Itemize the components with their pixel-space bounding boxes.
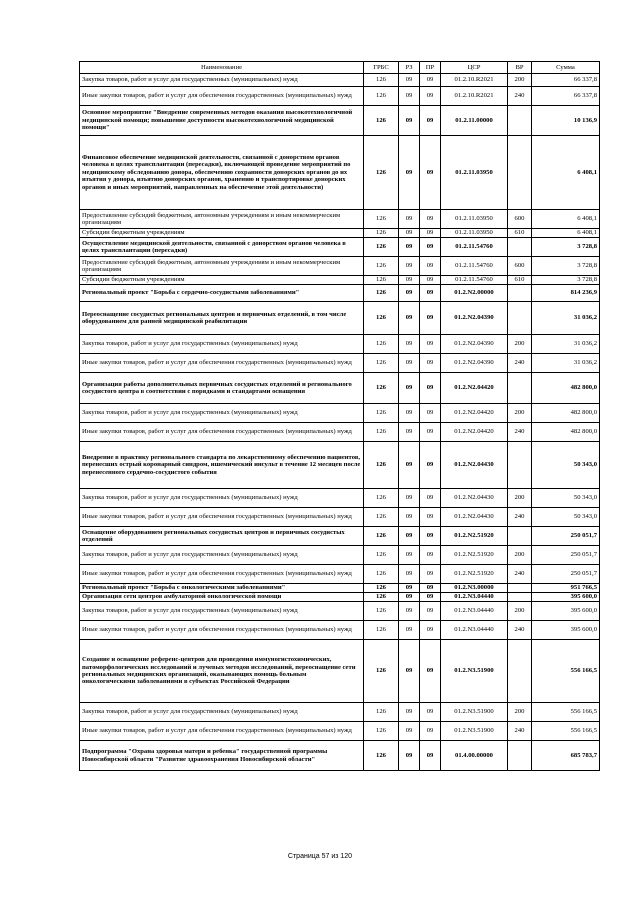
cell-rz: 09 xyxy=(399,640,420,703)
cell-vr xyxy=(508,741,532,771)
cell-pr: 09 xyxy=(420,285,441,302)
cell-vr: 200 xyxy=(508,703,532,722)
cell-name: Субсидии бюджетным учреждениям xyxy=(80,229,364,238)
table-body xyxy=(80,74,600,771)
budget-table xyxy=(79,61,600,771)
cell-sum: 951 766,5 xyxy=(532,584,600,593)
table-row xyxy=(80,565,600,584)
cell-name: Предоставление субсидий бюджетным, автономным учреждениям и иным некоммерческим организациям xyxy=(80,257,364,276)
cell-rz: 09 xyxy=(399,87,420,106)
cell-sum: 556 166,5 xyxy=(532,640,600,703)
cell-csr: 01.2.N3.00000 xyxy=(441,584,508,593)
cell-pr: 09 xyxy=(420,508,441,527)
cell-sum: 3 728,8 xyxy=(532,238,600,257)
cell-name: Региональный проект "Борьба с онкологическими заболеваниями" xyxy=(80,584,364,593)
table-row xyxy=(80,527,600,546)
cell-pr: 09 xyxy=(420,741,441,771)
cell-pr: 09 xyxy=(420,489,441,508)
cell-csr: 01.4.00.00000 xyxy=(441,741,508,771)
cell-pr: 09 xyxy=(420,354,441,373)
cell-name: Иные закупки товаров, работ и услуг для обеспечения государственных (муниципальных) нужд xyxy=(80,621,364,640)
header-pr: ПР xyxy=(420,62,441,74)
cell-csr: 01.2.11.54760 xyxy=(441,276,508,285)
cell-grbs: 126 xyxy=(364,508,399,527)
cell-name: Иные закупки товаров, работ и услуг для обеспечения государственных (муниципальных) нужд xyxy=(80,508,364,527)
cell-vr xyxy=(508,593,532,602)
cell-vr: 200 xyxy=(508,74,532,87)
cell-pr: 09 xyxy=(420,229,441,238)
cell-sum: 250 051,7 xyxy=(532,527,600,546)
table-row xyxy=(80,640,600,703)
cell-rz: 09 xyxy=(399,442,420,489)
cell-vr xyxy=(508,584,532,593)
cell-vr xyxy=(508,238,532,257)
header-name: Наименование xyxy=(80,62,364,74)
cell-grbs: 126 xyxy=(364,276,399,285)
cell-grbs: 126 xyxy=(364,489,399,508)
cell-name: Закупка товаров, работ и услуг для государственных (муниципальных) нужд xyxy=(80,703,364,722)
cell-grbs: 126 xyxy=(364,354,399,373)
cell-rz: 09 xyxy=(399,489,420,508)
cell-csr: 01.2.N2.51920 xyxy=(441,527,508,546)
cell-csr: 01.2.11.03950 xyxy=(441,210,508,229)
cell-grbs: 126 xyxy=(364,442,399,489)
cell-name: Закупка товаров, работ и услуг для государственных (муниципальных) нужд xyxy=(80,404,364,423)
header-rz: РЗ xyxy=(399,62,420,74)
cell-rz: 09 xyxy=(399,106,420,136)
cell-pr: 09 xyxy=(420,527,441,546)
table-row xyxy=(80,621,600,640)
cell-vr xyxy=(508,136,532,210)
cell-rz: 09 xyxy=(399,527,420,546)
cell-pr: 09 xyxy=(420,593,441,602)
cell-rz: 09 xyxy=(399,285,420,302)
cell-csr: 01.2.11.03950 xyxy=(441,229,508,238)
cell-csr: 01.2.11.00000 xyxy=(441,106,508,136)
cell-grbs: 126 xyxy=(364,584,399,593)
cell-vr: 240 xyxy=(508,87,532,106)
cell-rz: 09 xyxy=(399,404,420,423)
table-row xyxy=(80,404,600,423)
cell-vr: 200 xyxy=(508,404,532,423)
cell-vr xyxy=(508,285,532,302)
cell-vr: 610 xyxy=(508,276,532,285)
cell-name: Организация работы дополнительных первичных сосудистых отделений и регионального сосудистого центра в соответствии с порядками и стандартами оснащения xyxy=(80,373,364,404)
cell-name: Организация сети центров амбулаторной онкологической помощи xyxy=(80,593,364,602)
cell-sum: 50 343,0 xyxy=(532,442,600,489)
cell-csr: 01.2.10.R2021 xyxy=(441,74,508,87)
cell-name: Субсидии бюджетным учреждениям xyxy=(80,276,364,285)
cell-grbs: 126 xyxy=(364,602,399,621)
cell-rz: 09 xyxy=(399,703,420,722)
cell-rz: 09 xyxy=(399,546,420,565)
cell-grbs: 126 xyxy=(364,136,399,210)
cell-pr: 09 xyxy=(420,442,441,489)
cell-grbs: 126 xyxy=(364,302,399,335)
cell-rz: 09 xyxy=(399,335,420,354)
cell-sum: 556 166,5 xyxy=(532,722,600,741)
cell-pr: 09 xyxy=(420,565,441,584)
cell-pr: 09 xyxy=(420,621,441,640)
cell-rz: 09 xyxy=(399,229,420,238)
cell-sum: 66 337,8 xyxy=(532,87,600,106)
cell-vr: 200 xyxy=(508,546,532,565)
cell-grbs: 126 xyxy=(364,404,399,423)
cell-vr: 240 xyxy=(508,354,532,373)
cell-sum: 395 600,0 xyxy=(532,593,600,602)
cell-vr: 240 xyxy=(508,722,532,741)
cell-csr: 01.2.N2.04430 xyxy=(441,489,508,508)
table-row xyxy=(80,508,600,527)
cell-sum: 50 343,0 xyxy=(532,508,600,527)
cell-pr: 09 xyxy=(420,373,441,404)
cell-vr xyxy=(508,373,532,404)
cell-sum: 395 600,0 xyxy=(532,602,600,621)
cell-pr: 09 xyxy=(420,546,441,565)
cell-grbs: 126 xyxy=(364,285,399,302)
cell-name: Закупка товаров, работ и услуг для государственных (муниципальных) нужд xyxy=(80,489,364,508)
cell-grbs: 126 xyxy=(364,238,399,257)
cell-name: Финансовое обеспечение медицинской деятельности, связанной с донорством органов человека в целях трансплантации (пересадки), включающей проведение мероприятий по медицинскому обследованию донора, обеспечению сохранности донорских органов до их изъятия у донора, изъятию донорских органов, хранению и транспортировке донорских органов и иных мероприятий, направленных на обеспечение этой деятельности) xyxy=(80,136,364,210)
cell-csr: 01.2.N3.04440 xyxy=(441,602,508,621)
cell-rz: 09 xyxy=(399,276,420,285)
cell-rz: 09 xyxy=(399,74,420,87)
cell-vr: 200 xyxy=(508,489,532,508)
cell-name: Иные закупки товаров, работ и услуг для обеспечения государственных (муниципальных) нужд xyxy=(80,354,364,373)
table-row xyxy=(80,238,600,257)
cell-sum: 482 800,0 xyxy=(532,423,600,442)
cell-csr: 01.2.N2.04420 xyxy=(441,373,508,404)
cell-rz: 09 xyxy=(399,354,420,373)
cell-vr: 240 xyxy=(508,423,532,442)
cell-rz: 09 xyxy=(399,722,420,741)
cell-rz: 09 xyxy=(399,136,420,210)
cell-vr: 600 xyxy=(508,210,532,229)
table-row xyxy=(80,442,600,489)
cell-grbs: 126 xyxy=(364,229,399,238)
cell-name: Предоставление субсидий бюджетным, автономным учреждениям и иным некоммерческим организациям xyxy=(80,210,364,229)
cell-vr xyxy=(508,527,532,546)
table-row xyxy=(80,703,600,722)
cell-pr: 09 xyxy=(420,423,441,442)
table-row xyxy=(80,602,600,621)
cell-csr: 01.2.N2.04420 xyxy=(441,423,508,442)
cell-csr: 01.2.10.R2021 xyxy=(441,87,508,106)
cell-name: Внедрение в практику регионального стандарта по лекарственному обеспечению пациентов, перенесших острый коронарный синдром, ишемический инсульт в течение 12 месяцев после перенесенного сердечно-сосудистого события xyxy=(80,442,364,489)
cell-name: Иные закупки товаров, работ и услуг для обеспечения государственных (муниципальных) нужд xyxy=(80,565,364,584)
cell-rz: 09 xyxy=(399,741,420,771)
cell-rz: 09 xyxy=(399,302,420,335)
cell-rz: 09 xyxy=(399,238,420,257)
cell-pr: 09 xyxy=(420,703,441,722)
cell-grbs: 126 xyxy=(364,703,399,722)
table-row xyxy=(80,741,600,771)
cell-vr: 240 xyxy=(508,508,532,527)
cell-pr: 09 xyxy=(420,722,441,741)
cell-grbs: 126 xyxy=(364,373,399,404)
cell-pr: 09 xyxy=(420,136,441,210)
table-header-row xyxy=(80,62,600,74)
cell-name: Осуществление медицинской деятельности, связанной с донорством органов человека в целях трансплантации (пересадки) xyxy=(80,238,364,257)
table-row xyxy=(80,87,600,106)
cell-csr: 01.2.N3.04440 xyxy=(441,593,508,602)
cell-pr: 09 xyxy=(420,404,441,423)
cell-pr: 09 xyxy=(420,335,441,354)
cell-vr xyxy=(508,302,532,335)
cell-rz: 09 xyxy=(399,584,420,593)
cell-vr xyxy=(508,640,532,703)
table-row xyxy=(80,722,600,741)
cell-rz: 09 xyxy=(399,621,420,640)
cell-sum: 482 800,0 xyxy=(532,373,600,404)
cell-vr: 600 xyxy=(508,257,532,276)
cell-sum: 6 408,1 xyxy=(532,210,600,229)
cell-sum: 482 800,0 xyxy=(532,404,600,423)
cell-grbs: 126 xyxy=(364,527,399,546)
cell-sum: 556 166,5 xyxy=(532,703,600,722)
table-row xyxy=(80,354,600,373)
cell-grbs: 126 xyxy=(364,335,399,354)
table-row xyxy=(80,335,600,354)
table-row xyxy=(80,285,600,302)
cell-csr: 01.2.N2.04430 xyxy=(441,442,508,489)
cell-name: Иные закупки товаров, работ и услуг для обеспечения государственных (муниципальных) нужд xyxy=(80,722,364,741)
cell-rz: 09 xyxy=(399,508,420,527)
cell-pr: 09 xyxy=(420,276,441,285)
cell-grbs: 126 xyxy=(364,546,399,565)
cell-csr: 01.2.11.03950 xyxy=(441,136,508,210)
table-row xyxy=(80,302,600,335)
cell-grbs: 126 xyxy=(364,423,399,442)
header-csr: ЦСР xyxy=(441,62,508,74)
cell-sum: 6 408,1 xyxy=(532,136,600,210)
cell-sum: 10 136,9 xyxy=(532,106,600,136)
cell-pr: 09 xyxy=(420,257,441,276)
cell-name: Закупка товаров, работ и услуг для государственных (муниципальных) нужд xyxy=(80,602,364,621)
table-row xyxy=(80,136,600,210)
cell-pr: 09 xyxy=(420,238,441,257)
table-row xyxy=(80,373,600,404)
table-row xyxy=(80,423,600,442)
cell-csr: 01.2.N3.04440 xyxy=(441,621,508,640)
cell-pr: 09 xyxy=(420,210,441,229)
cell-pr: 09 xyxy=(420,74,441,87)
cell-vr xyxy=(508,442,532,489)
table-row xyxy=(80,106,600,136)
cell-pr: 09 xyxy=(420,584,441,593)
cell-csr: 01.2.N2.00000 xyxy=(441,285,508,302)
cell-pr: 09 xyxy=(420,106,441,136)
cell-sum: 31 036,2 xyxy=(532,335,600,354)
cell-vr: 240 xyxy=(508,565,532,584)
cell-sum: 31 036,2 xyxy=(532,302,600,335)
cell-rz: 09 xyxy=(399,602,420,621)
cell-pr: 09 xyxy=(420,87,441,106)
table-row xyxy=(80,257,600,276)
cell-sum: 395 600,0 xyxy=(532,621,600,640)
cell-sum: 50 343,0 xyxy=(532,489,600,508)
cell-grbs: 126 xyxy=(364,640,399,703)
table-row xyxy=(80,546,600,565)
cell-csr: 01.2.N3.51900 xyxy=(441,640,508,703)
cell-name: Закупка товаров, работ и услуг для государственных (муниципальных) нужд xyxy=(80,74,364,87)
cell-csr: 01.2.N2.04420 xyxy=(441,404,508,423)
cell-rz: 09 xyxy=(399,373,420,404)
cell-vr: 240 xyxy=(508,621,532,640)
header-sum: Сумма xyxy=(532,62,600,74)
table-row xyxy=(80,593,600,602)
cell-rz: 09 xyxy=(399,565,420,584)
cell-grbs: 126 xyxy=(364,74,399,87)
cell-vr xyxy=(508,106,532,136)
cell-grbs: 126 xyxy=(364,741,399,771)
cell-rz: 09 xyxy=(399,210,420,229)
cell-pr: 09 xyxy=(420,640,441,703)
cell-csr: 01.2.N3.51900 xyxy=(441,722,508,741)
cell-sum: 685 783,7 xyxy=(532,741,600,771)
cell-vr: 200 xyxy=(508,602,532,621)
page-number: Страница 57 из 120 xyxy=(287,853,353,860)
cell-sum: 250 051,7 xyxy=(532,546,600,565)
cell-name: Закупка товаров, работ и услуг для государственных (муниципальных) нужд xyxy=(80,546,364,565)
cell-rz: 09 xyxy=(399,423,420,442)
cell-sum: 6 408,1 xyxy=(532,229,600,238)
cell-sum: 3 728,8 xyxy=(532,276,600,285)
cell-vr: 200 xyxy=(508,335,532,354)
table-row xyxy=(80,74,600,87)
cell-csr: 01.2.11.54760 xyxy=(441,238,508,257)
cell-csr: 01.2.N2.51920 xyxy=(441,546,508,565)
header-vr: ВР xyxy=(508,62,532,74)
cell-name: Иные закупки товаров, работ и услуг для обеспечения государственных (муниципальных) нужд xyxy=(80,423,364,442)
cell-name: Основное мероприятие "Внедрение современных методов оказания высокотехнологичной медицинской помощи; повышение доступности высокотехнологичной медицинской помощи" xyxy=(80,106,364,136)
table-row xyxy=(80,229,600,238)
cell-pr: 09 xyxy=(420,302,441,335)
cell-csr: 01.2.N2.51920 xyxy=(441,565,508,584)
cell-csr: 01.2.11.54760 xyxy=(441,257,508,276)
cell-vr: 610 xyxy=(508,229,532,238)
cell-name: Региональный проект "Борьба с сердечно-сосудистыми заболеваниями" xyxy=(80,285,364,302)
cell-grbs: 126 xyxy=(364,593,399,602)
cell-grbs: 126 xyxy=(364,106,399,136)
cell-csr: 01.2.N2.04390 xyxy=(441,354,508,373)
cell-grbs: 126 xyxy=(364,210,399,229)
cell-grbs: 126 xyxy=(364,565,399,584)
cell-grbs: 126 xyxy=(364,722,399,741)
cell-sum: 3 728,8 xyxy=(532,257,600,276)
cell-name: Оснащение оборудованием региональных сосудистых центров и первичных сосудистых отделений xyxy=(80,527,364,546)
cell-rz: 09 xyxy=(399,257,420,276)
cell-sum: 250 051,7 xyxy=(532,565,600,584)
cell-sum: 66 337,8 xyxy=(532,74,600,87)
cell-grbs: 126 xyxy=(364,621,399,640)
cell-name: Подпрограмма "Охрана здоровья матери и ребенка" государственной программы Новосибирской области "Развитие здравоохранения Новосибирской области" xyxy=(80,741,364,771)
cell-csr: 01.2.N2.04390 xyxy=(441,302,508,335)
cell-grbs: 126 xyxy=(364,257,399,276)
cell-csr: 01.2.N3.51900 xyxy=(441,703,508,722)
cell-sum: 814 236,9 xyxy=(532,285,600,302)
table-row xyxy=(80,210,600,229)
cell-pr: 09 xyxy=(420,602,441,621)
table-row xyxy=(80,276,600,285)
cell-name: Создание и оснащение референс-центров для проведения иммуногистохимических, патоморфологических исследований и лучевых методов исследований, переоснащение сети региональных медицинских организаций, оказывающих помощь больным онкологическими заболеваниями в субъектах Российской Федерации xyxy=(80,640,364,703)
cell-csr: 01.2.N2.04390 xyxy=(441,335,508,354)
cell-rz: 09 xyxy=(399,593,420,602)
cell-csr: 01.2.N2.04430 xyxy=(441,508,508,527)
table-row xyxy=(80,584,600,593)
table-row xyxy=(80,489,600,508)
cell-name: Иные закупки товаров, работ и услуг для обеспечения государственных (муниципальных) нужд xyxy=(80,87,364,106)
header-grbs: ГРБС xyxy=(364,62,399,74)
cell-sum: 31 036,2 xyxy=(532,354,600,373)
cell-name: Переоснащение сосудистых региональных центров и первичных отделений, в том числе оборудованием для ранней медицинской реабилитации xyxy=(80,302,364,335)
cell-grbs: 126 xyxy=(364,87,399,106)
cell-name: Закупка товаров, работ и услуг для государственных (муниципальных) нужд xyxy=(80,335,364,354)
